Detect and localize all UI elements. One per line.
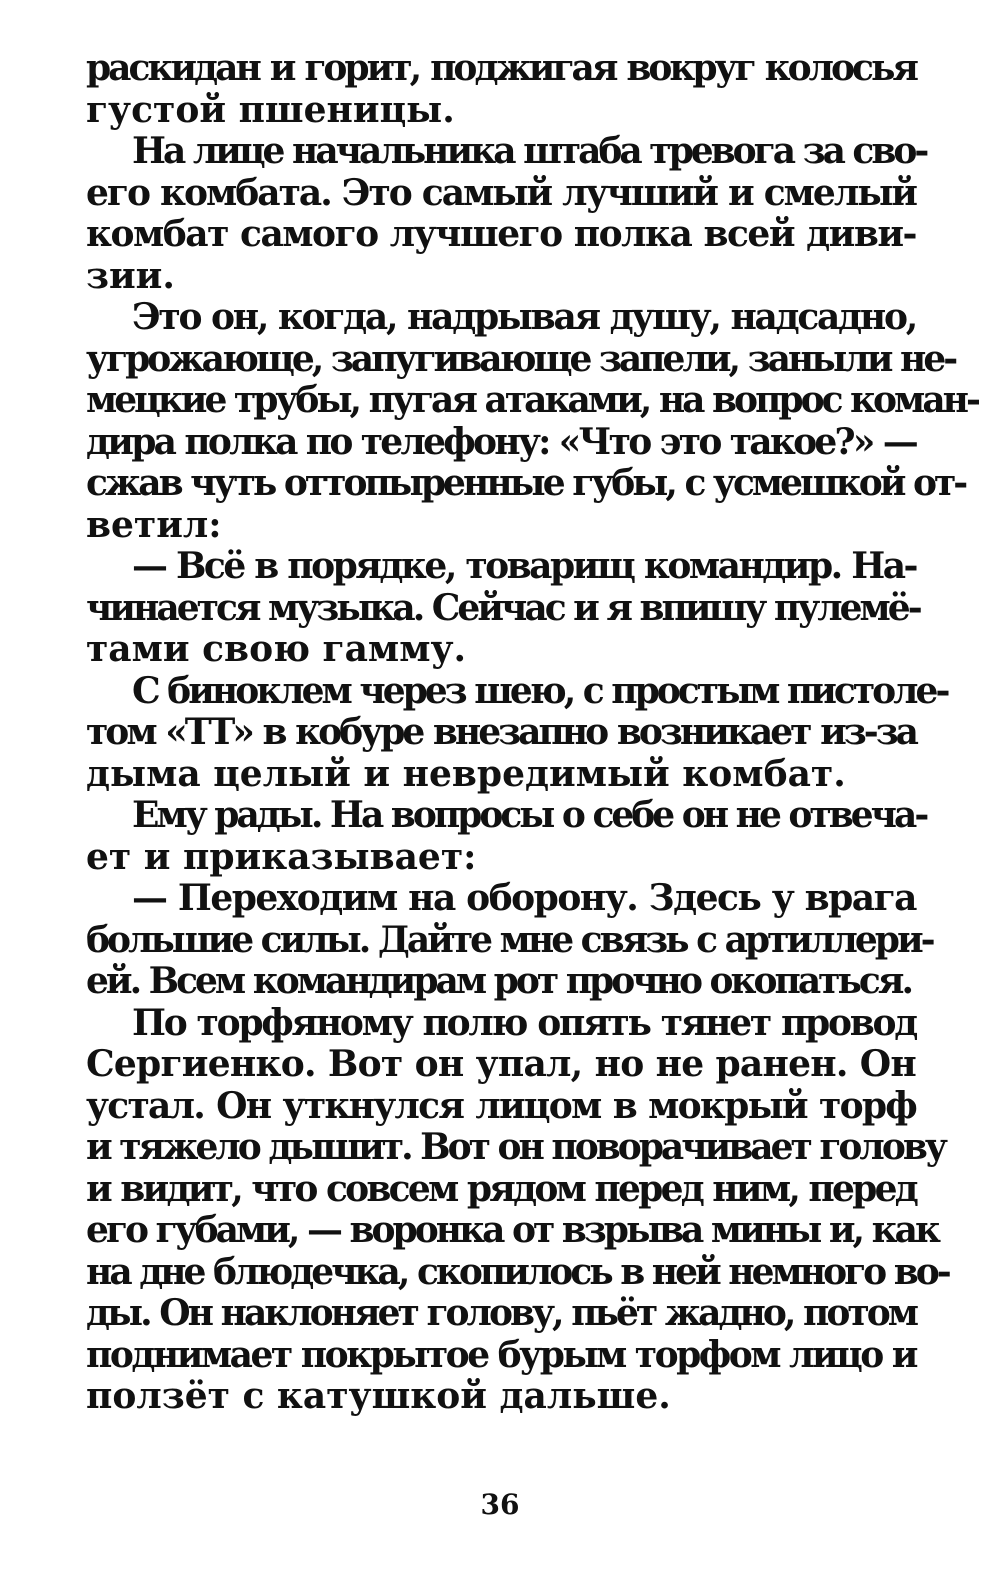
text-line: тами свою гамму. [86,628,467,670]
text-line: поднимает покрытое бурым торфом лицо и [86,1333,916,1376]
text-line: — Переходим на оборону. Здесь у врага [132,877,916,919]
text-line: дира полка по телефону: «Что это такое?» — [86,420,916,463]
text-line: По торфяному полю опять тянет провод [132,1001,916,1044]
text-line: сжав чуть оттопыренные губы, с усмешкой от- [86,462,966,504]
text-line: на дне блюдечка, скопилось в ней немного во- [86,1250,949,1293]
page-number: 36 [480,1488,520,1521]
text-line: ды. Он наклоняет голову, пьёт жадно, потом [86,1292,916,1334]
text-line: его комбата. Это самый лучший и смелый [86,171,916,214]
text-line: зии. [86,254,175,297]
text-line: Сергиенко. Вот он упал, но не ранен. Он [86,1043,916,1085]
text-line: комбат самого лучшего полка всей диви- [86,213,916,255]
text-line: том «ТТ» в кобуре внезапно возникает из-за [86,711,916,753]
text-line: ветил: [86,503,222,546]
paragraph [86,48,916,131]
text-line: раскидан и горит, поджигая вокруг колосья [86,47,916,89]
paragraph [86,130,927,297]
text-line: ей. Всем командирам рот прочно окопаться. [86,960,911,1002]
text-line: ползёт с катушкой дальше. [86,1375,671,1417]
paragraph [86,877,933,1003]
text-line: мецкие трубы, пугая атаками, на вопрос коман- [86,379,978,421]
paragraph [86,1001,949,1418]
page-body [86,47,978,1418]
text-line: дыма целый и невредимый комбат. [86,752,846,795]
paragraph [86,545,920,671]
text-line: Ему рады. На вопросы о себе он не отвеча- [132,794,927,836]
text-line: угрожающе, запугивающе запели, заныли не- [86,337,956,380]
paragraph [86,669,948,796]
text-line: и тяжело дышит. Вот он поворачивает голову [86,1126,945,1168]
paragraph [86,794,927,878]
text-line: На лице начальника штаба тревога за сво- [132,130,927,172]
text-line: большие силы. Дайте мне связь с артиллери- [86,918,933,961]
text-line: густой пшеницы. [86,88,455,131]
text-line: его губами, — воронка от взрыва мины и, как [86,1209,938,1251]
text-line: устал. Он уткнулся лицом в мокрый торф [86,1084,916,1127]
text-line: — Всё в порядке, товарищ командир. На- [132,545,916,587]
text-line: и видит, что совсем рядом перед ним, перед [86,1167,916,1210]
text-line: чинается музыка. Сейчас и я впишу пулемё- [86,586,920,629]
text-line: ет и приказывает: [86,835,477,878]
text-line: Это он, когда, надрывая душу, надсадно, [132,296,916,338]
paragraph [86,296,978,546]
text-line: С биноклем через шею, с простым пистоле- [132,669,948,712]
